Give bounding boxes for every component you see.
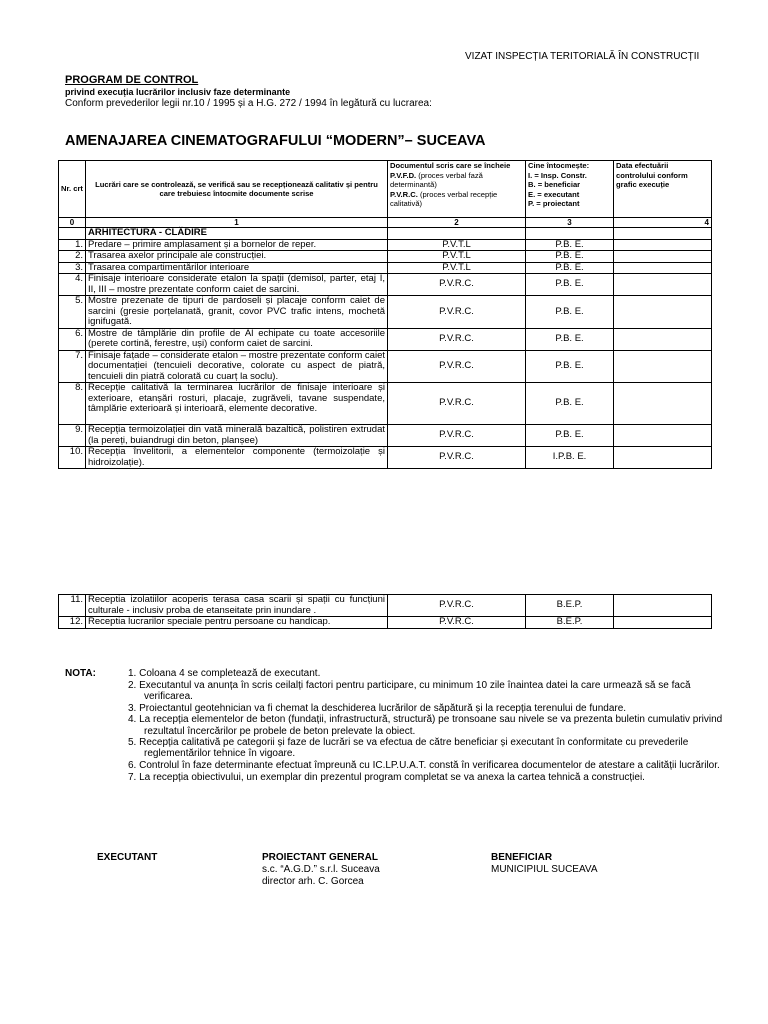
note-item: 3. Proiectantul geotehnician va fi chemat la deschiderea lucrărilor de săpătură și la recepția terenului de fundare. (128, 702, 627, 714)
table-row (59, 328, 712, 350)
row-document: P.V.R.C. (388, 447, 526, 469)
note-item: 1. Coloana 4 se completează de executant. (128, 668, 321, 679)
row-description: Finisaje fațade – considerate etalon – mostre prezentate conform caiet documentației (tencuieli decorative, colorate cu aspect de piatră, tencuieli din piatră colorată cu cuarț la soclu). (86, 350, 388, 383)
row-description: Receptia lucrarilor speciale pentru persoane cu handicap. (86, 617, 388, 629)
row-responsible: P.B. E. (526, 383, 614, 425)
row-date (614, 595, 712, 617)
row-date (614, 274, 712, 296)
row-description: Predare – primire amplasament și a bornelor de reper. (86, 239, 388, 251)
table-row (59, 425, 712, 447)
row-number: 5. (59, 296, 86, 329)
proiectant-director: director arh. C. Gorcea (262, 876, 364, 887)
row-date (614, 617, 712, 629)
signature-beneficiar (491, 852, 598, 876)
note-item: 4. La recepția elementelor de beton (fundații, infrastructură, structură) pe tronsoane sau nivele se va prezenta buletin cumulativ privind rezultatul încercărilor pe probele de beton prelevate la obiect. (128, 714, 723, 737)
column-number-row (59, 218, 712, 228)
row-number: 4. (59, 274, 86, 296)
header-document-pvrc (390, 190, 523, 209)
section-nr (59, 228, 86, 240)
row-number: 10. (59, 447, 86, 469)
proiectant-company: s.c. “A.G.D.” s.r.l. Suceava (262, 864, 380, 875)
project-title: AMENAJAREA CINEMATOGRAFULUI “MODERN”– SUCEAVA (65, 133, 486, 149)
table-row (59, 595, 712, 617)
row-document: P.V.T.L (388, 262, 526, 274)
table-row (59, 296, 712, 329)
proiectant-title: PROIECTANT GENERAL (262, 852, 378, 863)
row-date (614, 328, 712, 350)
header-nr: Nr. crt (59, 161, 86, 218)
row-number: 2. (59, 251, 86, 263)
pvfd-abbr: P.V.F.D. (390, 170, 417, 180)
header-cine-p: P. = proiectant (528, 199, 580, 208)
program-subtitle: privind execuția lucrărilor inclusiv faze determinante (65, 87, 291, 97)
row-date (614, 383, 712, 425)
beneficiar-name: MUNICIPIUL SUCEAVA (491, 864, 598, 875)
row-document: P.V.R.C. (388, 274, 526, 296)
row-number: 7. (59, 350, 86, 383)
header-cine (526, 161, 614, 218)
row-number: 1. (59, 239, 86, 251)
row-document: P.V.R.C. (388, 425, 526, 447)
row-document: P.V.R.C. (388, 617, 526, 629)
section-cine (526, 228, 614, 240)
row-description: Finisaje interioare considerate etalon la spații (demisol, parter, etaj I, II, III – mostre prezentate conform caiet de sarcini. (86, 274, 388, 296)
row-document: P.V.T.L (388, 239, 526, 251)
row-description: Recepția învelitorii, a elementelor componente (termoizolație și hidroizolație). (86, 447, 388, 469)
row-description: Trasarea compartimentărilor interioare (86, 262, 388, 274)
row-document: P.V.T.L (388, 251, 526, 263)
header-cine-e: E. = executant (528, 189, 580, 199)
row-description: Receptia izolatiilor acoperis terasa casa scarii și spații cu funcțiuni culturale - inclusiv proba de etanseitate prin inundare . (86, 595, 388, 617)
notes-list (128, 668, 728, 784)
row-responsible: P.B. E. (526, 328, 614, 350)
row-description: Recepția termoizolației din vată minerală bazaltică, polistiren extrudat (la pereți, buiandrugi din beton, planșee) (86, 425, 388, 447)
col-number: 1 (86, 218, 388, 228)
table-row (59, 239, 712, 251)
pvrc-desc: (proces verbal recepție calitativă) (390, 189, 498, 208)
approval-stamp-text: VIZAT INSPECȚIA TERITORIALĂ ÎN CONSTRUCȚII (465, 51, 700, 62)
header-cine-i: I. = Insp. Constr. (528, 170, 587, 180)
section-title: ARHITECTURA - CLĂDIRE (86, 228, 388, 240)
note-item: 6. Controlul în faze determinante efectuat împreună cu IC.LP.U.A.T. constă în verificarea documentelor de atestare a calității lucrărilor. (128, 760, 720, 772)
row-number: 8. (59, 383, 86, 425)
row-document: P.V.R.C. (388, 350, 526, 383)
col-number: 0 (59, 218, 86, 228)
row-responsible: P.B. E. (526, 296, 614, 329)
row-document: P.V.R.C. (388, 383, 526, 425)
row-number: 6. (59, 328, 86, 350)
row-responsible: B.E.P. (526, 617, 614, 629)
section-data (614, 228, 712, 240)
row-description: Trasarea axelor principale ale construcției. (86, 251, 388, 263)
row-document: P.V.R.C. (388, 595, 526, 617)
beneficiar-title: BENEFICIAR (491, 852, 553, 863)
table-row (59, 447, 712, 469)
legal-reference: Conform prevederilor legii nr.10 / 1995 și a H.G. 272 / 1994 în legătură cu lucrarea: (65, 98, 432, 109)
nota-label: NOTA: (65, 668, 96, 679)
program-title: PROGRAM DE CONTROL (65, 74, 199, 86)
row-date (614, 350, 712, 383)
row-date (614, 251, 712, 263)
row-number: 3. (59, 262, 86, 274)
control-program-table (58, 160, 712, 469)
table-row (59, 617, 712, 629)
row-date (614, 262, 712, 274)
row-responsible: P.B. E. (526, 425, 614, 447)
row-document: P.V.R.C. (388, 296, 526, 329)
col-number: 2 (388, 218, 526, 228)
row-number: 9. (59, 425, 86, 447)
row-responsible: P.B. E. (526, 350, 614, 383)
signature-executant (97, 852, 157, 864)
table-row (59, 350, 712, 383)
executant-title: EXECUTANT (97, 852, 158, 863)
header-cine-title: Cine întocmește: (528, 161, 590, 170)
row-document: P.V.R.C. (388, 328, 526, 350)
table-row (59, 262, 712, 274)
note-item: 5. Recepția calitativă pe categorii și faze de lucrări se va efectua de către beneficiar și executant în conformitate cu prevederile reglementărilor tehnice în vigoare. (128, 737, 689, 760)
row-responsible: I.P.B. E. (526, 447, 614, 469)
section-doc (388, 228, 526, 240)
header-cine-b: B. = beneficiar (528, 180, 581, 189)
col-number: 3 (526, 218, 614, 228)
row-description: Mostre de tâmplărie din profile de Al echipate cu toate accesoriile (perete cortină, ferestre, uși) conform caiet de sarcini. (86, 328, 388, 350)
header-document-pvfd (390, 171, 523, 190)
row-number: 11. (59, 595, 86, 617)
header-document-title: Documentul scris care se încheie (390, 161, 511, 170)
table-row (59, 274, 712, 296)
row-responsible: P.B. E. (526, 262, 614, 274)
row-responsible: P.B. E. (526, 251, 614, 263)
signature-proiectant (262, 852, 380, 888)
pvfd-desc: (proces verbal fază determinantă) (390, 170, 483, 189)
row-description: Mostre prezenate de tipuri de pardoseli și placaje conform caiet de sarcini (gresie porțelanată, granit, covor PVC trafic intens, mochetă ignifugată. (86, 296, 388, 329)
row-number: 12. (59, 617, 86, 629)
header-data: Data efectuării controlului conform grafic execuție (614, 161, 712, 218)
table-row (59, 383, 712, 425)
section-row (59, 228, 712, 240)
header-document (388, 161, 526, 218)
col-number: 4 (614, 218, 712, 228)
table-row (59, 251, 712, 263)
row-date (614, 425, 712, 447)
row-date (614, 239, 712, 251)
note-item: 7. La recepția obiectivului, un exemplar din prezentul program completat se va anexa la cartea tehnică a construcției. (128, 771, 645, 783)
pvrc-abbr: P.V.R.C. (390, 189, 418, 199)
row-description: Recepție calitativă la terminarea lucrărilor de finisaje interioare și exterioare, etanșări rosturi, placaje, zugrăveli, tavane suspendate, tâmplărie exterioară și interioară, elemente decorative. (86, 383, 388, 425)
row-date (614, 296, 712, 329)
row-responsible: P.B. E. (526, 239, 614, 251)
row-responsible: B.E.P. (526, 595, 614, 617)
header-lucrari: Lucrări care se controlează, se verifică sau se recepționează calitativ și pentru care trebuiesc întocmite documente scrise (86, 161, 388, 218)
control-program-table-continued (58, 594, 712, 629)
table-header-row (59, 161, 712, 218)
row-date (614, 447, 712, 469)
row-responsible: P.B. E. (526, 274, 614, 296)
note-item: 2. Executantul va anunța în scris ceilalți factori pentru participare, cu minimum 10 zile înaintea datei la care urmează să se facă verificarea. (128, 679, 691, 702)
